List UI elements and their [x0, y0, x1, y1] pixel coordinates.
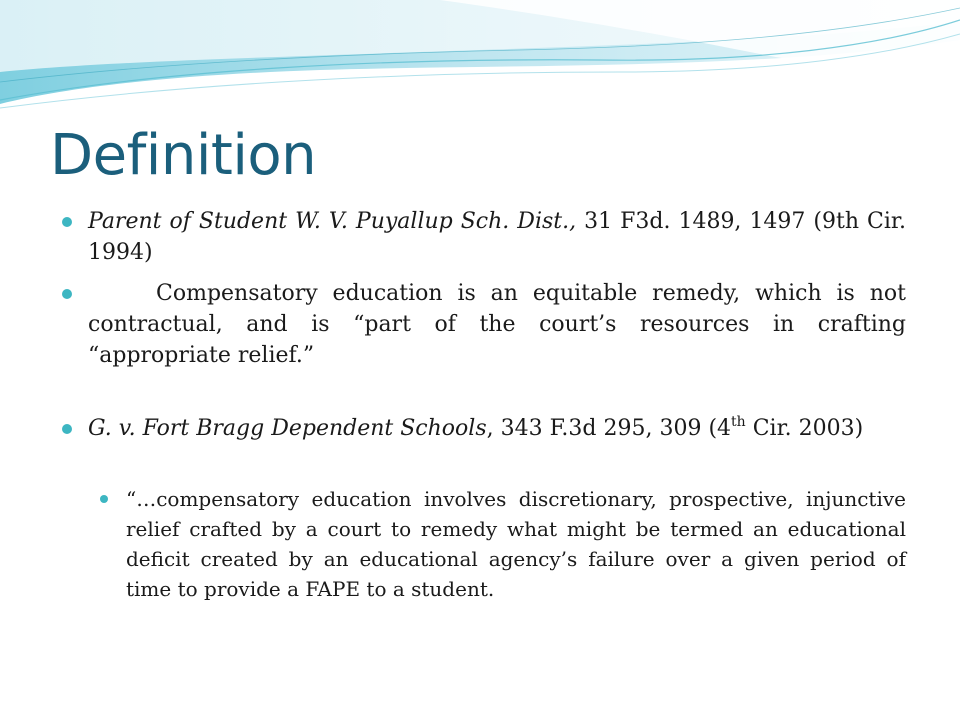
bullet-dot-icon	[62, 424, 72, 434]
sub-bullet-quote	[98, 484, 906, 604]
case-name: Parent of Student W. V. Puyallup Sch. Dist.,	[88, 209, 577, 234]
sub-bullet-dot-icon	[100, 495, 108, 503]
case-name: G. v. Fort Bragg Dependent Schools	[88, 416, 487, 441]
slide-title: Definition	[50, 123, 317, 188]
case-citation: 31 F3d. 1489, 1497 (9th Cir. 1994)	[88, 209, 906, 265]
bullet-text	[88, 206, 906, 268]
header-wave-decoration	[0, 0, 960, 120]
case-citation-part: Cir. 2003)	[745, 416, 864, 441]
sub-bullet-text: “…compensatory education involves discretionary, prospective, injunctive relief crafted by a court to remedy what might be termed an educational deficit created by an educational agency’s failure over a given period of time to provide a FAPE to a student.	[126, 487, 906, 601]
bullet-case-puyallup	[60, 206, 906, 268]
bullet-text: Compensatory education is an equitable remedy, which is not contractual, and is “part of the court’s resources in crafting “appropriate relief.”	[88, 281, 906, 368]
bullet-dot-icon	[62, 217, 72, 227]
bullet-case-fort-bragg	[60, 413, 906, 444]
case-citation-part: , 343 F.3d 295, 309 (4	[486, 416, 732, 441]
bullet-dot-icon	[62, 289, 72, 299]
bullet-compensatory-definition	[60, 278, 906, 371]
slide-content	[60, 206, 906, 604]
bullet-text	[88, 413, 906, 444]
ordinal-superscript: th	[731, 414, 746, 430]
